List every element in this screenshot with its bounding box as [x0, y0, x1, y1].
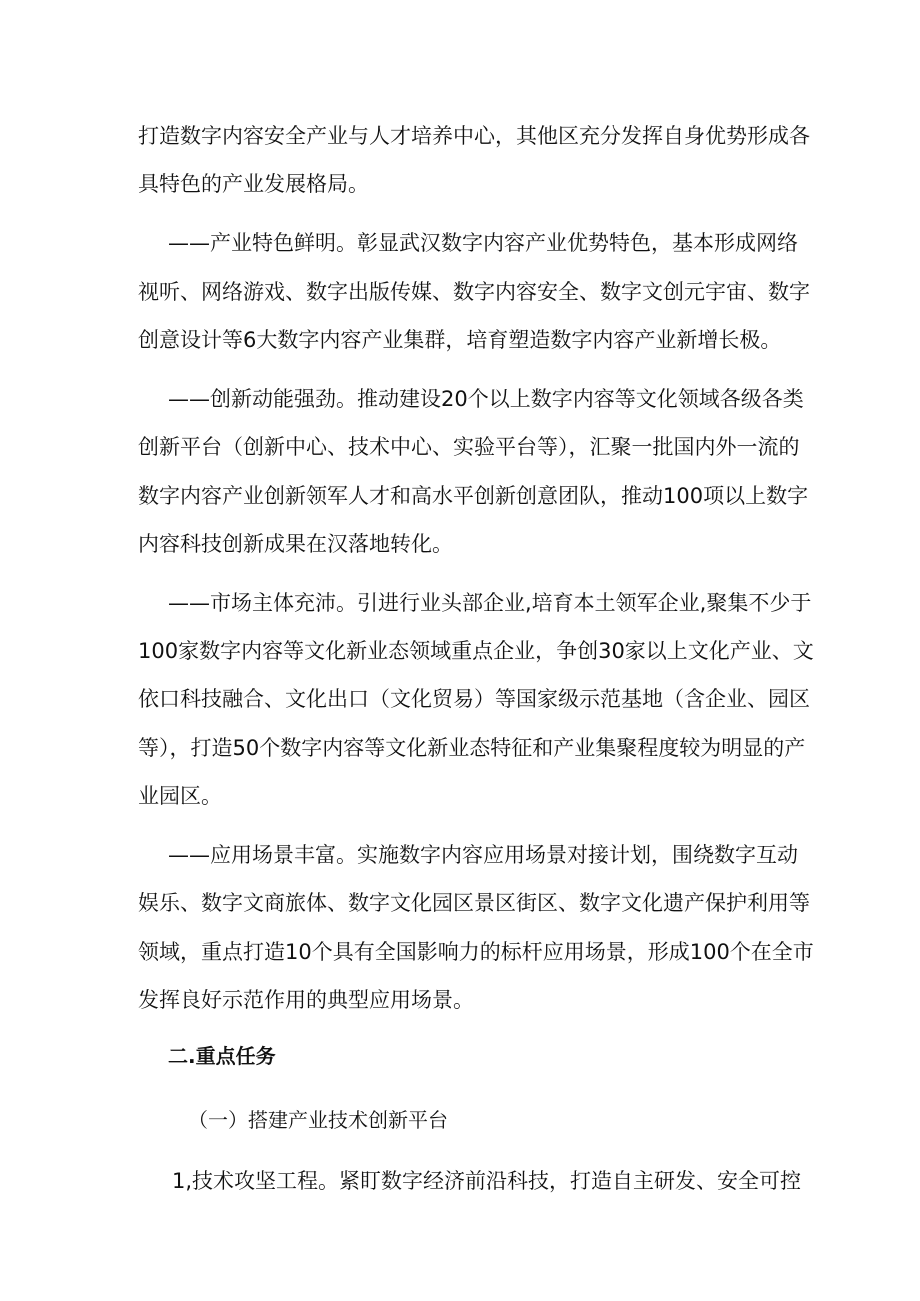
paragraph-line: ——产业特色鲜明。彰显武汉数字内容产业优势特色，基本形成网络	[168, 231, 798, 255]
paragraph-line: 内容科技创新成果在汉落地转化。	[138, 532, 453, 556]
paragraph-line: 创意设计等6大数字内容产业集群，培育塑造数字内容产业新增长极。	[138, 328, 782, 352]
paragraph-line: 打造数字内容安全产业与人才培养中心，其他区充分发挥自身优势形成各	[138, 124, 810, 148]
paragraph-line: 业园区。	[138, 784, 222, 808]
paragraph-line: 数字内容产业创新领军人才和高水平创新创意团队，推动100项以上数字	[138, 484, 809, 508]
paragraph-line: 100家数字内容等文化新业态领域重点企业，争创30家以上文化产业、文	[138, 639, 814, 663]
paragraph-line: ——市场主体充沛。引进行业头部企业,培育本土领军企业,聚集不少于	[168, 591, 812, 615]
paragraph-line: 娱乐、数字文商旅体、数字文化园区景区街区、数字文化遗产保护利用等	[138, 891, 810, 915]
paragraph-line: ——创新动能强劲。推动建设20个以上数字内容等文化领域各级各类	[168, 387, 804, 411]
task-item: 1,技术攻坚工程。紧盯数字经济前沿科技，打造自主研发、安全可控	[172, 1169, 802, 1193]
paragraph-line: 领域，重点打造10个具有全国影响力的标杆应用场景，形成100个在全市	[138, 940, 814, 964]
paragraph-line: ——应用场景丰富。实施数字内容应用场景对接计划，围绕数字互动	[168, 843, 798, 867]
paragraph-line: 具特色的产业发展格局。	[138, 172, 369, 196]
section-subheading: （一）搭建产业技术创新平台	[188, 1108, 448, 1132]
paragraph-line: 依口科技融合、文化出口（文化贸易）等国家级示范基地（含企业、园区	[138, 687, 810, 711]
paragraph-line: 等），打造50个数字内容等文化新业态特征和产业集聚程度较为明显的产	[138, 736, 806, 760]
paragraph-line: 视听、网络游戏、数字出版传媒、数字内容安全、数字文创元宇宙、数字	[138, 280, 810, 304]
paragraph-line: 发挥良好示范作用的典型应用场景。	[138, 988, 474, 1012]
paragraph-line: 创新平台（创新中心、技术中心、实验平台等），汇聚一批国内外一流的	[138, 435, 800, 459]
section-heading: 二.重点任务	[168, 1044, 276, 1068]
